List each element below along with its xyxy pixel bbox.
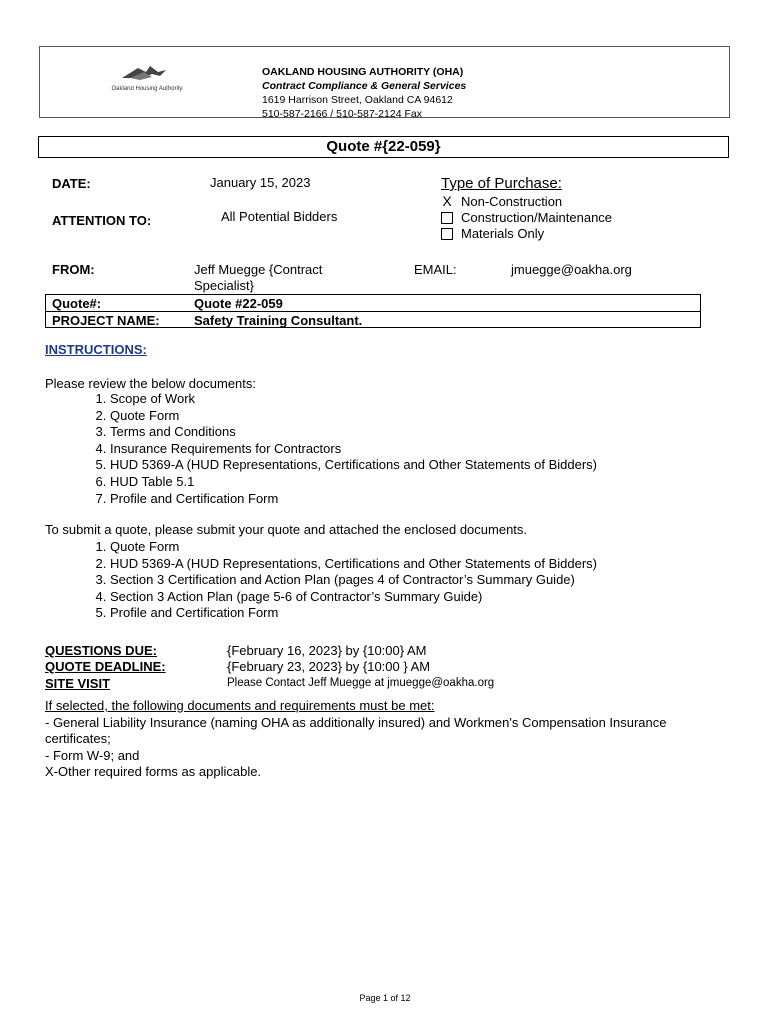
list-item: 3. Section 3 Certification and Action Plan (pages 4 of Contractor’s Summary Guide) (110, 572, 597, 589)
list-item: 5. Profile and Certification Form (110, 605, 597, 622)
list-item: 6. HUD Table 5.1 (110, 474, 597, 491)
project-name-label: PROJECT NAME: (52, 313, 160, 328)
purchase-option-non-construction[interactable] (441, 193, 562, 209)
list-item: 5. HUD 5369-A (HUD Representations, Certifications and Other Statements of Bidders) (110, 457, 597, 474)
date-label: DATE: (52, 176, 91, 191)
site-visit-value: Please Contact Jeff Muegge at jmuegge@oakha.org (227, 677, 495, 689)
address: 1619 Harrison Street, Oakland CA 94612 (262, 94, 453, 106)
instructions-heading: INSTRUCTIONS: (45, 342, 147, 357)
oha-logo-icon (100, 60, 190, 105)
option-label: Materials Only (461, 226, 545, 241)
questions-due-value: {February 16, 2023} by {10:00} AM (227, 643, 427, 658)
page-number: Page 1 of 12 (359, 993, 411, 1003)
review-intro: Please review the below documents: (45, 376, 257, 391)
list-item: 7. Profile and Certification Form (110, 491, 597, 508)
list-item: 4. Section 3 Action Plan (page 5-6 of Contractor’s Summary Guide) (110, 589, 597, 606)
list-item: 2. HUD 5369-A (HUD Representations, Certifications and Other Statements of Bidders) (110, 556, 597, 573)
quote-deadline-label: QUOTE DEADLINE: (45, 659, 166, 674)
checkbox-icon[interactable] (441, 228, 453, 240)
list-item: 1. Quote Form (110, 539, 597, 556)
logo-caption: Oakland Housing Authority (111, 86, 183, 92)
questions-due-label: QUESTIONS DUE: (45, 643, 157, 658)
email-label: EMAIL: (414, 262, 457, 277)
purchase-type-title: Type of Purchase: (441, 175, 562, 192)
checkbox-icon[interactable] (441, 212, 453, 224)
list-item: 3. Terms and Conditions (110, 424, 597, 441)
purchase-option-materials[interactable] (441, 226, 544, 241)
list-item: 4. Insurance Requirements for Contractors (110, 441, 597, 458)
divider (45, 311, 701, 312)
requirement-line: - General Liability Insurance (naming OHA as additionally insured) and Workmen's Compensation Insurance certificates; (45, 714, 667, 746)
org-block (262, 65, 466, 121)
date-value: January 15, 2023 (210, 175, 311, 190)
attention-value: All Potential Bidders (221, 209, 338, 224)
requirement-line: X-Other required forms as applicable. (45, 764, 262, 779)
phone-fax: 510-587-2166 / 510-587-2124 Fax (262, 108, 422, 120)
list-item: 1. Scope of Work (110, 391, 597, 408)
from-label: FROM: (52, 262, 95, 277)
from-value-line2: Specialist} (194, 278, 254, 293)
requirement-line: - Form W-9; and (45, 747, 140, 763)
quote-number-value: Quote #22-059 (194, 296, 283, 311)
review-list (78, 391, 597, 507)
from-value-line1: Jeff Muegge {Contract (194, 262, 323, 277)
project-name-value: Safety Training Consultant. (194, 313, 363, 328)
quote-number-label: Quote#: (52, 296, 102, 311)
attention-label: ATTENTION TO: (52, 213, 152, 228)
purchase-option-construction[interactable] (441, 210, 612, 225)
from-value (194, 262, 322, 294)
email-value[interactable]: jmuegge@oakha.org (511, 262, 632, 277)
site-visit-label: SITE VISIT (45, 676, 111, 691)
x-mark-icon: X (442, 193, 452, 209)
department: Contract Compliance & General Services (262, 80, 467, 92)
list-item: 2. Quote Form (110, 408, 597, 425)
option-label: Non-Construction (461, 193, 563, 209)
org-name: OAKLAND HOUSING AUTHORITY (OHA) (262, 66, 464, 78)
quote-deadline-value: {February 23, 2023} by {10:00 } AM (227, 659, 431, 674)
requirements-block (45, 698, 725, 781)
quote-title: Quote #{22-059} (38, 136, 729, 158)
option-label: Construction/Maintenance (461, 210, 613, 225)
requirements-heading: If selected, the following documents and requirements must be met: (45, 698, 435, 713)
submit-list (78, 539, 597, 622)
submit-intro: To submit a quote, please submit your quote and attached the enclosed documents. (45, 522, 528, 537)
